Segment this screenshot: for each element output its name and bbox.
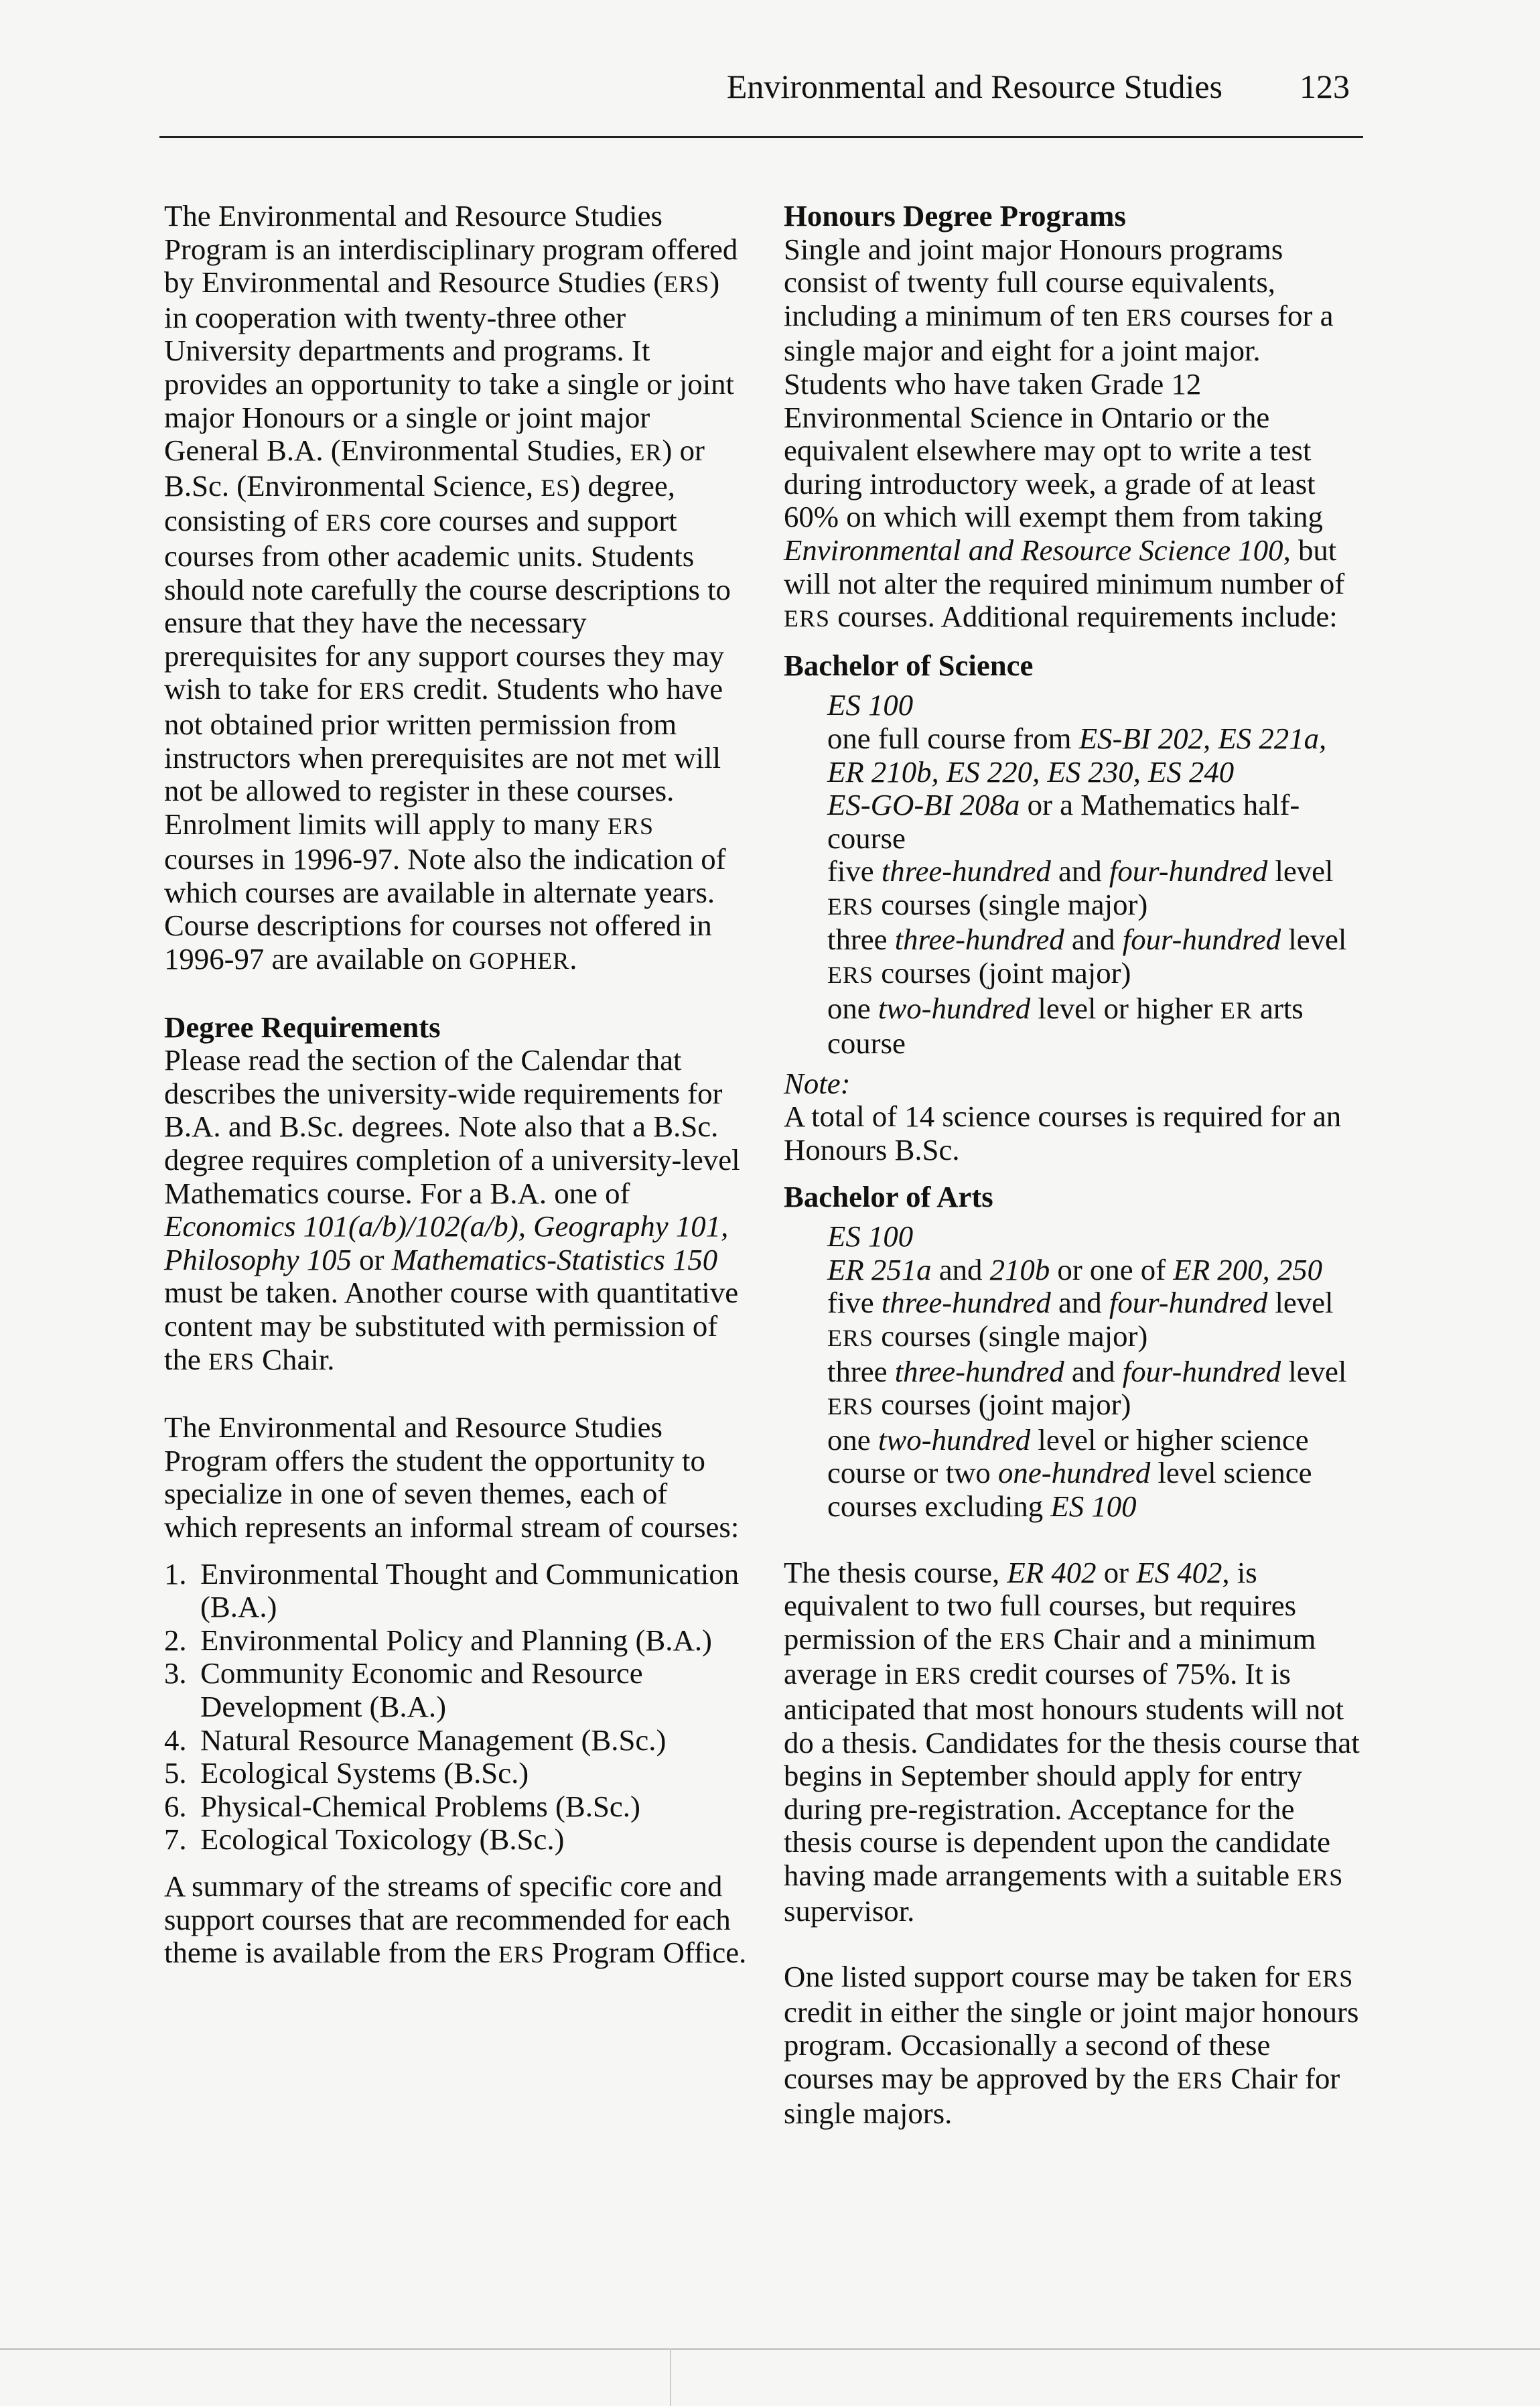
themes-intro: The Environmental and Resource Studies Program offers the student the opportunity to specialize in one of seven themes, each of which represents an informal stream of courses:: [164, 1410, 740, 1544]
italic-text: ES 100: [1050, 1489, 1137, 1523]
bsc-note-label: Note:: [784, 1066, 851, 1100]
italic-text: four-hundred: [1109, 854, 1268, 888]
text-run: courses (joint major): [873, 1388, 1131, 1422]
small-caps-text: ERS: [827, 961, 874, 989]
small-caps-text: ERS: [1307, 1965, 1354, 1993]
text-run: Program Office.: [544, 1936, 747, 1970]
text-run: and: [1064, 923, 1123, 957]
text-run: credit courses of 75%. It is anticipated that most honours students will not do a thesis. Candidates for the thesis course that begins in September should apply for entry during pre-registration. Acceptance for the thesis course is dependent upon the candidate having made arrangements with a suitable: [784, 1657, 1360, 1892]
text-run: courses (single major): [873, 887, 1148, 921]
small-caps-text: ERS: [359, 677, 406, 705]
text-run: and: [1064, 1354, 1123, 1388]
italic-text: three-hundred: [881, 1286, 1051, 1320]
italic-text: four-hundred: [1122, 1354, 1281, 1388]
text-run: A summary of the streams of specific core and support courses that are recommended for each theme is available from the: [164, 1869, 731, 1970]
small-caps-text: ERS: [915, 1662, 962, 1690]
italic-text: four-hundred: [1122, 923, 1281, 957]
text-run: ) or B.Sc. (Environmental Science,: [164, 433, 705, 503]
text-run: level science courses excluding: [827, 1456, 1312, 1523]
italic-text: two-hundred: [878, 991, 1031, 1025]
italic-text: ES 402: [1136, 1555, 1222, 1589]
text-run: ) degree, consisting of: [164, 468, 676, 538]
theme-number: 6.: [164, 1789, 187, 1823]
small-caps-text: GOPHER: [469, 947, 570, 975]
section-title: Environmental and Resource Studies: [726, 68, 1222, 105]
italic-text: Economics 101(a/b)/102(a/b), Geography 101, Philosophy 105: [164, 1209, 729, 1276]
small-caps-text: ERS: [784, 605, 831, 632]
ba-requirement-item: [784, 1220, 1363, 1254]
theme-label: Natural Resource Management (B.Sc.): [200, 1723, 667, 1757]
small-caps-text: ERS: [827, 892, 874, 920]
text-run: five: [827, 854, 882, 888]
text-run: and: [1050, 1286, 1109, 1320]
themes-list: [164, 1558, 747, 1857]
theme-item: [164, 1790, 747, 1824]
small-caps-text: ER: [630, 439, 662, 466]
text-run: core courses and support courses from other academic units. Students should note carefully the course descriptions to ensure that they have the necessary prerequisites for any support courses they may wish to take for: [164, 504, 731, 706]
ba-requirement-item: [784, 1424, 1363, 1524]
degree-requirements-section: [164, 1011, 747, 1379]
italic-text: ER 251a: [827, 1252, 932, 1286]
small-caps-text: ER: [1220, 996, 1253, 1024]
theme-item: [164, 1823, 747, 1857]
italic-text: three-hundred: [894, 1354, 1064, 1388]
bsc-requirement-item: [784, 923, 1363, 992]
text-run: courses. Additional requirements include:: [830, 600, 1338, 634]
header-rule: [159, 136, 1363, 138]
degree-requirements-heading: Degree Requirements: [164, 1010, 441, 1044]
text-run: one: [827, 991, 878, 1025]
text-run: one: [827, 1422, 878, 1457]
text-run: supervisor.: [784, 1893, 915, 1928]
text-run: courses in 1996-97. Note also the indication of which courses are available in alternate years. Course descriptions for courses not offered in 1996-97 are available on: [164, 842, 726, 976]
small-caps-text: ERS: [1177, 2066, 1224, 2094]
thesis-paragraph: [784, 1556, 1363, 1928]
text-run: three: [827, 923, 895, 957]
theme-label: Community Economic and Resource Development (B.A.): [200, 1656, 643, 1723]
theme-label: Physical-Chemical Problems (B.Sc.): [200, 1789, 640, 1823]
italic-text: ER 402: [1007, 1555, 1097, 1589]
italic-text: Mathematics-Statistics 150: [391, 1242, 718, 1276]
scan-edge-tick: [670, 2348, 671, 2406]
theme-item: [164, 1724, 747, 1757]
small-caps-text: ERS: [326, 509, 372, 537]
text-run: The Environmental and Resource Studies Program is an interdisciplinary program offered by Environmental and Resource Studies (: [164, 199, 738, 299]
text-run: or: [351, 1242, 392, 1276]
support-course-paragraph: [784, 1960, 1363, 2131]
bsc-heading: Bachelor of Science: [784, 648, 1034, 682]
text-run: and: [1050, 854, 1109, 888]
italic-text: three-hundred: [881, 854, 1051, 888]
text-run: level: [1281, 923, 1347, 957]
text-run: one full course from: [827, 721, 1079, 755]
text-run: five: [827, 1286, 882, 1320]
ba-requirement-item: [784, 1286, 1363, 1355]
small-caps-text: ERS: [1297, 1863, 1344, 1891]
theme-item: [164, 1624, 747, 1658]
small-caps-text: ERS: [827, 1393, 874, 1420]
theme-number: 7.: [164, 1822, 187, 1857]
small-caps-text: ERS: [999, 1627, 1046, 1654]
italic-text: four-hundred: [1109, 1286, 1268, 1320]
text-run: , but will not alter the required minimum number of: [784, 533, 1345, 600]
text-run: courses (joint major): [873, 956, 1131, 990]
theme-item: [164, 1757, 747, 1790]
bsc-requirement-item: [784, 855, 1363, 923]
left-column: [164, 200, 747, 1972]
theme-item: [164, 1558, 747, 1624]
text-run: courses (single major): [873, 1319, 1148, 1353]
text-run: credit. Students who have not obtained prior written permission from instructors when prerequisites are not met will not be allowed to register in these courses. Enrolment limits will apply to many: [164, 672, 723, 841]
degree-requirements-text: [164, 1044, 747, 1378]
theme-item: [164, 1657, 747, 1723]
text-run: Please read the section of the Calendar that describes the university-wide requirements for B.A. and B.Sc. degrees. Note also that a B.Sc. degree requires completion of a university-level Mathematics course. For a B.A. one of: [164, 1043, 740, 1210]
bsc-requirement-item: [784, 992, 1363, 1061]
text-run: , is equivalent to two full courses, but requires permission of the: [784, 1555, 1297, 1656]
text-run: level or higher science course or two: [827, 1422, 1309, 1490]
bsc-requirements-list: [784, 689, 1363, 1061]
italic-text: ES 100: [827, 688, 914, 722]
bsc-requirement-item: [784, 789, 1363, 855]
running-head: [670, 67, 1363, 114]
small-caps-text: ERS: [1126, 304, 1173, 331]
italic-text: two-hundred: [878, 1422, 1031, 1457]
text-run: Chair.: [254, 1342, 335, 1376]
honours-text: [784, 233, 1363, 636]
ba-requirements-list: [784, 1220, 1363, 1523]
theme-number: 4.: [164, 1723, 187, 1757]
theme-label: Environmental Thought and Communication (B.A.): [200, 1556, 740, 1624]
ba-requirement-item: [784, 1254, 1363, 1287]
text-run: The thesis course,: [784, 1555, 1007, 1589]
bsc-note-text: A total of 14 science courses is required for an Honours B.Sc.: [784, 1099, 1342, 1167]
text-run: or a Mathematics half-course: [827, 788, 1300, 855]
intro-paragraph: [164, 200, 747, 978]
text-run: or: [1096, 1555, 1137, 1589]
theme-label: Ecological Toxicology (B.Sc.): [200, 1822, 565, 1857]
ba-heading: Bachelor of Arts: [784, 1179, 993, 1213]
text-run: three: [827, 1354, 895, 1388]
theme-number: 5.: [164, 1756, 187, 1790]
small-caps-text: ERS: [663, 271, 710, 298]
italic-text: ES-BI 202, ES 221a, ER 210b, ES 220, ES 230, ES 240: [827, 721, 1327, 789]
honours-section: [784, 200, 1363, 636]
text-run: Single and joint major Honours programs consist of twenty full course equivalents, including a minimum of ten: [784, 232, 1283, 332]
text-run: level: [1267, 1286, 1334, 1320]
summary-paragraph: [164, 1870, 747, 1972]
theme-label: Ecological Systems (B.Sc.): [200, 1756, 529, 1790]
scan-edge-line: [0, 2348, 1540, 2350]
small-caps-text: ERS: [208, 1347, 255, 1375]
text-run: courses for a single major and eight for a joint major. Students who have taken Grade 12 Environmental Science in Ontario or the equivalent elsewhere may opt to write a test during introductory week, a grade of at least 60% on which will exempt them from taking: [784, 298, 1334, 534]
small-caps-text: ERS: [498, 1941, 545, 1968]
small-caps-text: ERS: [607, 812, 654, 840]
italic-text: three-hundred: [894, 923, 1064, 957]
small-caps-text: ES: [541, 474, 571, 501]
bsc-requirement-item: [784, 722, 1363, 789]
text-run: .: [569, 942, 577, 976]
small-caps-text: ERS: [827, 1325, 874, 1351]
italic-text: ER 200, 250: [1173, 1252, 1323, 1286]
text-run: level: [1267, 854, 1334, 888]
theme-number: 2.: [164, 1623, 187, 1657]
italic-text: one-hundred: [998, 1456, 1151, 1490]
text-run: Chair and a minimum average in: [784, 1621, 1316, 1691]
text-run: level: [1281, 1354, 1347, 1388]
text-run: or one of: [1050, 1252, 1174, 1286]
text-run: and: [931, 1252, 990, 1286]
italic-text: ES 100: [827, 1219, 914, 1254]
right-column: [784, 200, 1363, 2131]
honours-heading: Honours Degree Programs: [784, 199, 1126, 232]
text-run: must be taken. Another course with quantitative content may be substituted with permission of the: [164, 1276, 739, 1376]
bsc-requirement-item: [784, 689, 1363, 722]
text-run: Chair for single majors.: [784, 2061, 1340, 2131]
italic-text: 210b: [989, 1252, 1050, 1286]
page-number: 123: [1300, 68, 1350, 105]
theme-label: Environmental Policy and Planning (B.A.): [200, 1623, 712, 1657]
text-run: level or higher: [1030, 991, 1220, 1025]
text-run: One listed support course may be taken for: [784, 1960, 1308, 1994]
text-run: ) in cooperation with twenty-three other University departments and programs. It provides an opportunity to take a single or joint major Honours or a single or joint major General B.A. (Environmental Studies,: [164, 265, 734, 468]
italic-text: ES-GO-BI 208a: [827, 788, 1020, 822]
text-run: credit in either the single or joint major honours program. Occasionally a second of these courses may be approved by the: [784, 1995, 1359, 2095]
italic-text: Environmental and Resource Science 100: [784, 533, 1283, 567]
theme-number: 1.: [164, 1556, 187, 1591]
theme-number: 3.: [164, 1656, 187, 1690]
text-run: arts course: [827, 991, 1304, 1061]
ba-requirement-item: [784, 1355, 1363, 1424]
